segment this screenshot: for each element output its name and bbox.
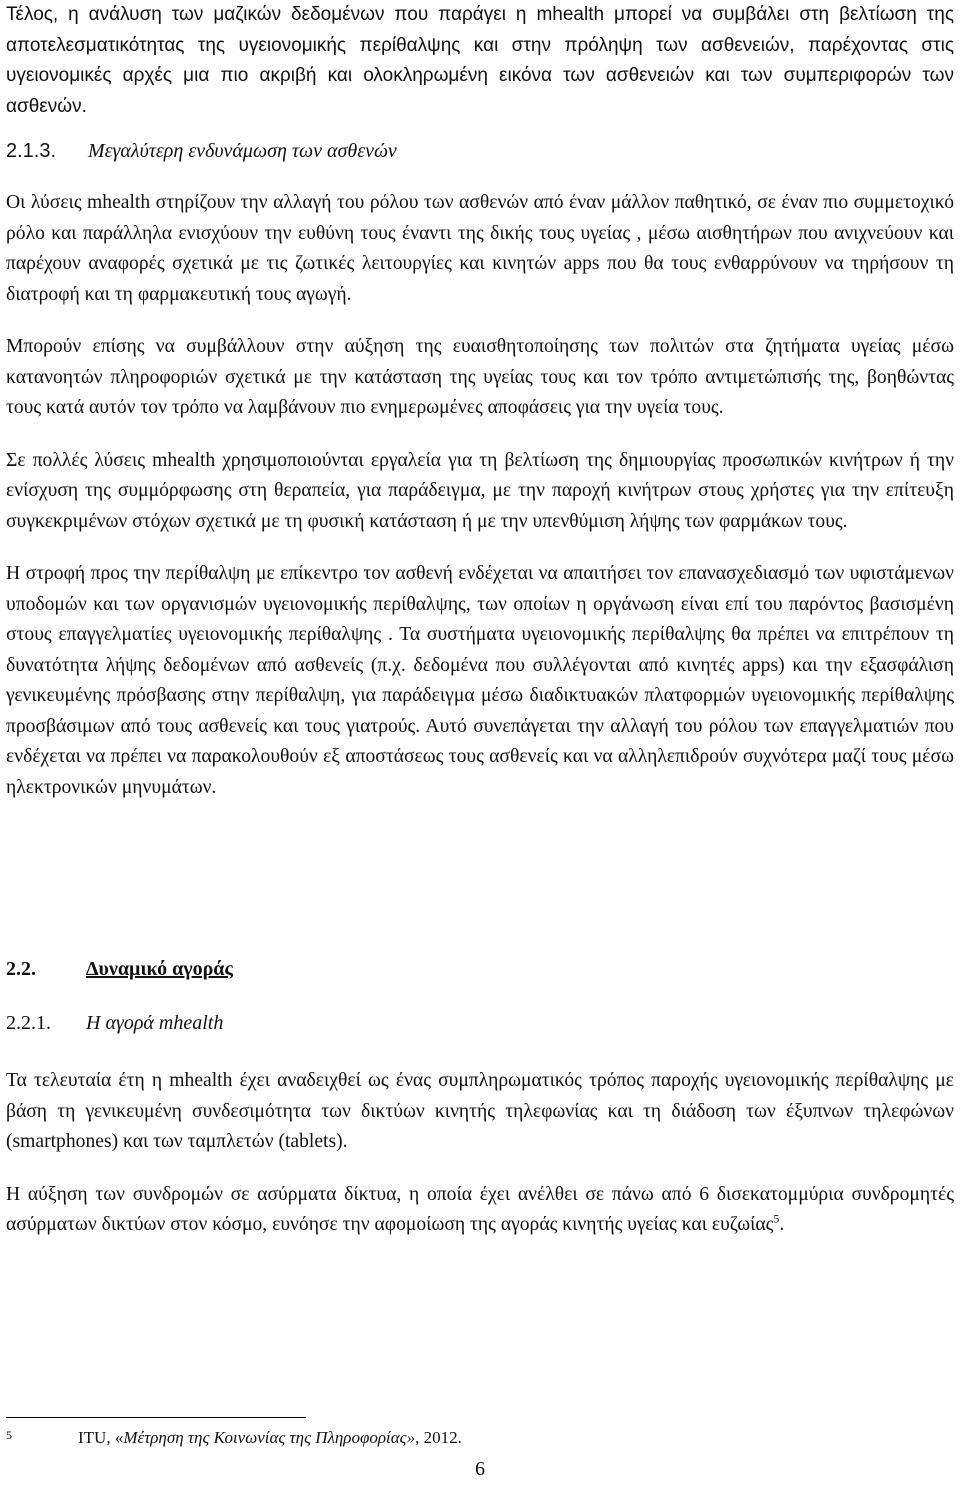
footnote-mark: 5 [6, 1428, 12, 1442]
footnote-prefix: ITU, « [78, 1428, 124, 1447]
section-title: Δυναμικό αγοράς [86, 958, 233, 980]
body-paragraph-2: Μπορούν επίσης να συμβάλλουν στην αύξηση της ευαισθητοποίησης των πολιτών στα ζητήματα υγείας μέσω κατανοητών πληροφοριών σχετικά με την κατάσταση της υγείας τους και τον τρόπο αντιμετώπισής της, βοηθώντας τους κατά αυτόν τον τρόπο να λαμβάνουν πιο ενημερωμένες αποφάσεις για την υγεία τους. [6, 336, 954, 418]
body-paragraph-1: Οι λύσεις mhealth στηρίζουν την αλλαγή του ρόλου των ασθενών από έναν μάλλον παθητικό, σε έναν πιο συμμετοχικό ρόλο και παράλληλα ενισχύουν την ευθύνη τους έναντι της δικής τους υγείας , μέσω αισθητήρων που ανιχνεύουν και παρέχουν αναφορές σχετικά με τις ζωτικές λειτουργίες και κινητών apps που θα τους ενθαρρύνουν να τηρήσουν τη διατροφή και τη φαρμακευτική τους αγωγή. [6, 192, 954, 305]
body-paragraph-3: Σε πολλές λύσεις mhealth χρησιμοποιούνται εργαλεία για τη βελτίωση της δημιουργίας προσωπικών κινήτρων ή την ενίσχυση της συμμόρφωσης στη θεραπεία, για παράδειγμα, με την παροχή κινήτρων στους χρήστες για την επίτευξη συγκεκριμένων στόχων σχετικά με τη φυσική κατάσταση ή με την υπενθύμιση λήψης των φαρμάκων τους. [6, 449, 954, 532]
intro-paragraph: Τέλος, η ανάλυση των μαζικών δεδομένων που παράγει η mhealth μπορεί να συμβάλει στη βελτίωση της αποτελεσματικότητας της υγειονομικής περίθαλψης και στην πρόληψη των ασθενειών, παρέχοντας στις υγειονομικές αρχές μια πιο ακριβή και ολοκληρωμένη εικόνα των ασθενειών και των συμπεριφορών των ασθενών. [6, 4, 954, 117]
section-title: Μεγαλύτερη ενδυνάμωση των ασθενών [88, 140, 397, 162]
body-paragraph-5: Τα τελευταία έτη η mhealth έχει αναδειχθεί ως ένας συμπληρωματικός τρόπος παροχής υγειονομικής περίθαλψης με βάση τη γενικευμένη συνδεσιμότητα των δικτύων κινητής τηλεφωνίας και τη διάδοση των έξυπνων τηλεφώνων (smartphones) και των ταμπλετών (tablets). [6, 1070, 954, 1152]
footnote-suffix: , 2012. [415, 1428, 462, 1447]
footnote-title: Μέτρηση της Κοινωνίας της Πληροφορίας» [123, 1428, 416, 1447]
body-paragraph-4: Η στροφή προς την περίθαλψη με επίκεντρο τον ασθενή ενδέχεται να απαιτήσει τον επανασχεδιασμό των υφιστάμενων υποδομών και των οργανισμών υγειονομικής περίθαλψης, των οποίων η οργάνωση είναι επί του παρόντος βασισμένη στους επαγγελματίες υγειονομικής περίθαλψης . Τα συστήματα υγειονομικής περίθαλψης θα πρέπει να επιτρέπουν τη δυνατότητα λήψης δεδομένων από ασθενείς (π.χ. δεδομένα που συλλέγονται από κινητές apps) και την εξασφάλιση γενικευμένης πρόσβασης στην περίθαλψη, για παράδειγμα μέσω διαδικτυακών πλατφορμών υγειονομικής περίθαλψης προσβάσιμων από τους ασθενείς και τους γιατρούς. Αυτό συνεπάγεται την αλλαγή του ρόλου των επαγγελματιών που ενδέχεται να πρέπει να παρακολουθούν εξ αποστάσεως τους ασθενείς και να αλληλεπιδρούν συχνότερα μαζί τους μέσω ηλεκτρονικών μηνυμάτων. [6, 563, 954, 798]
body-paragraph-6 [6, 1180, 954, 1241]
section-title: Η αγορά mhealth [86, 1012, 224, 1034]
section-heading-2-1-3 [6, 140, 397, 163]
section-heading-2-2 [6, 958, 233, 981]
paragraph-end: . [779, 1214, 785, 1235]
footnote-divider [6, 1417, 306, 1418]
page-number: 6 [475, 1458, 485, 1480]
paragraph-block-2 [6, 1066, 954, 1241]
footnote [6, 1428, 462, 1448]
section-heading-2-2-1 [6, 1012, 223, 1035]
section-number: 2.2. [6, 958, 36, 980]
section-number: 2.1.3. [6, 140, 57, 162]
paragraph-block [6, 188, 954, 803]
footnote-reference[interactable]: 5 [773, 1211, 780, 1226]
section-number: 2.2.1. [6, 1012, 51, 1034]
paragraph-text: Η αύξηση των συνδρομών σε ασύρματα δίκτυα, η οποία έχει ανέλθει σε πάνω από 6 δισεκατομμύρια συνδρομητές ασύρματων δικτύων στον κόσμο, ευνόησε την αφομοίωση της αγοράς κινητής υγείας και ευζωίας [6, 1183, 954, 1235]
